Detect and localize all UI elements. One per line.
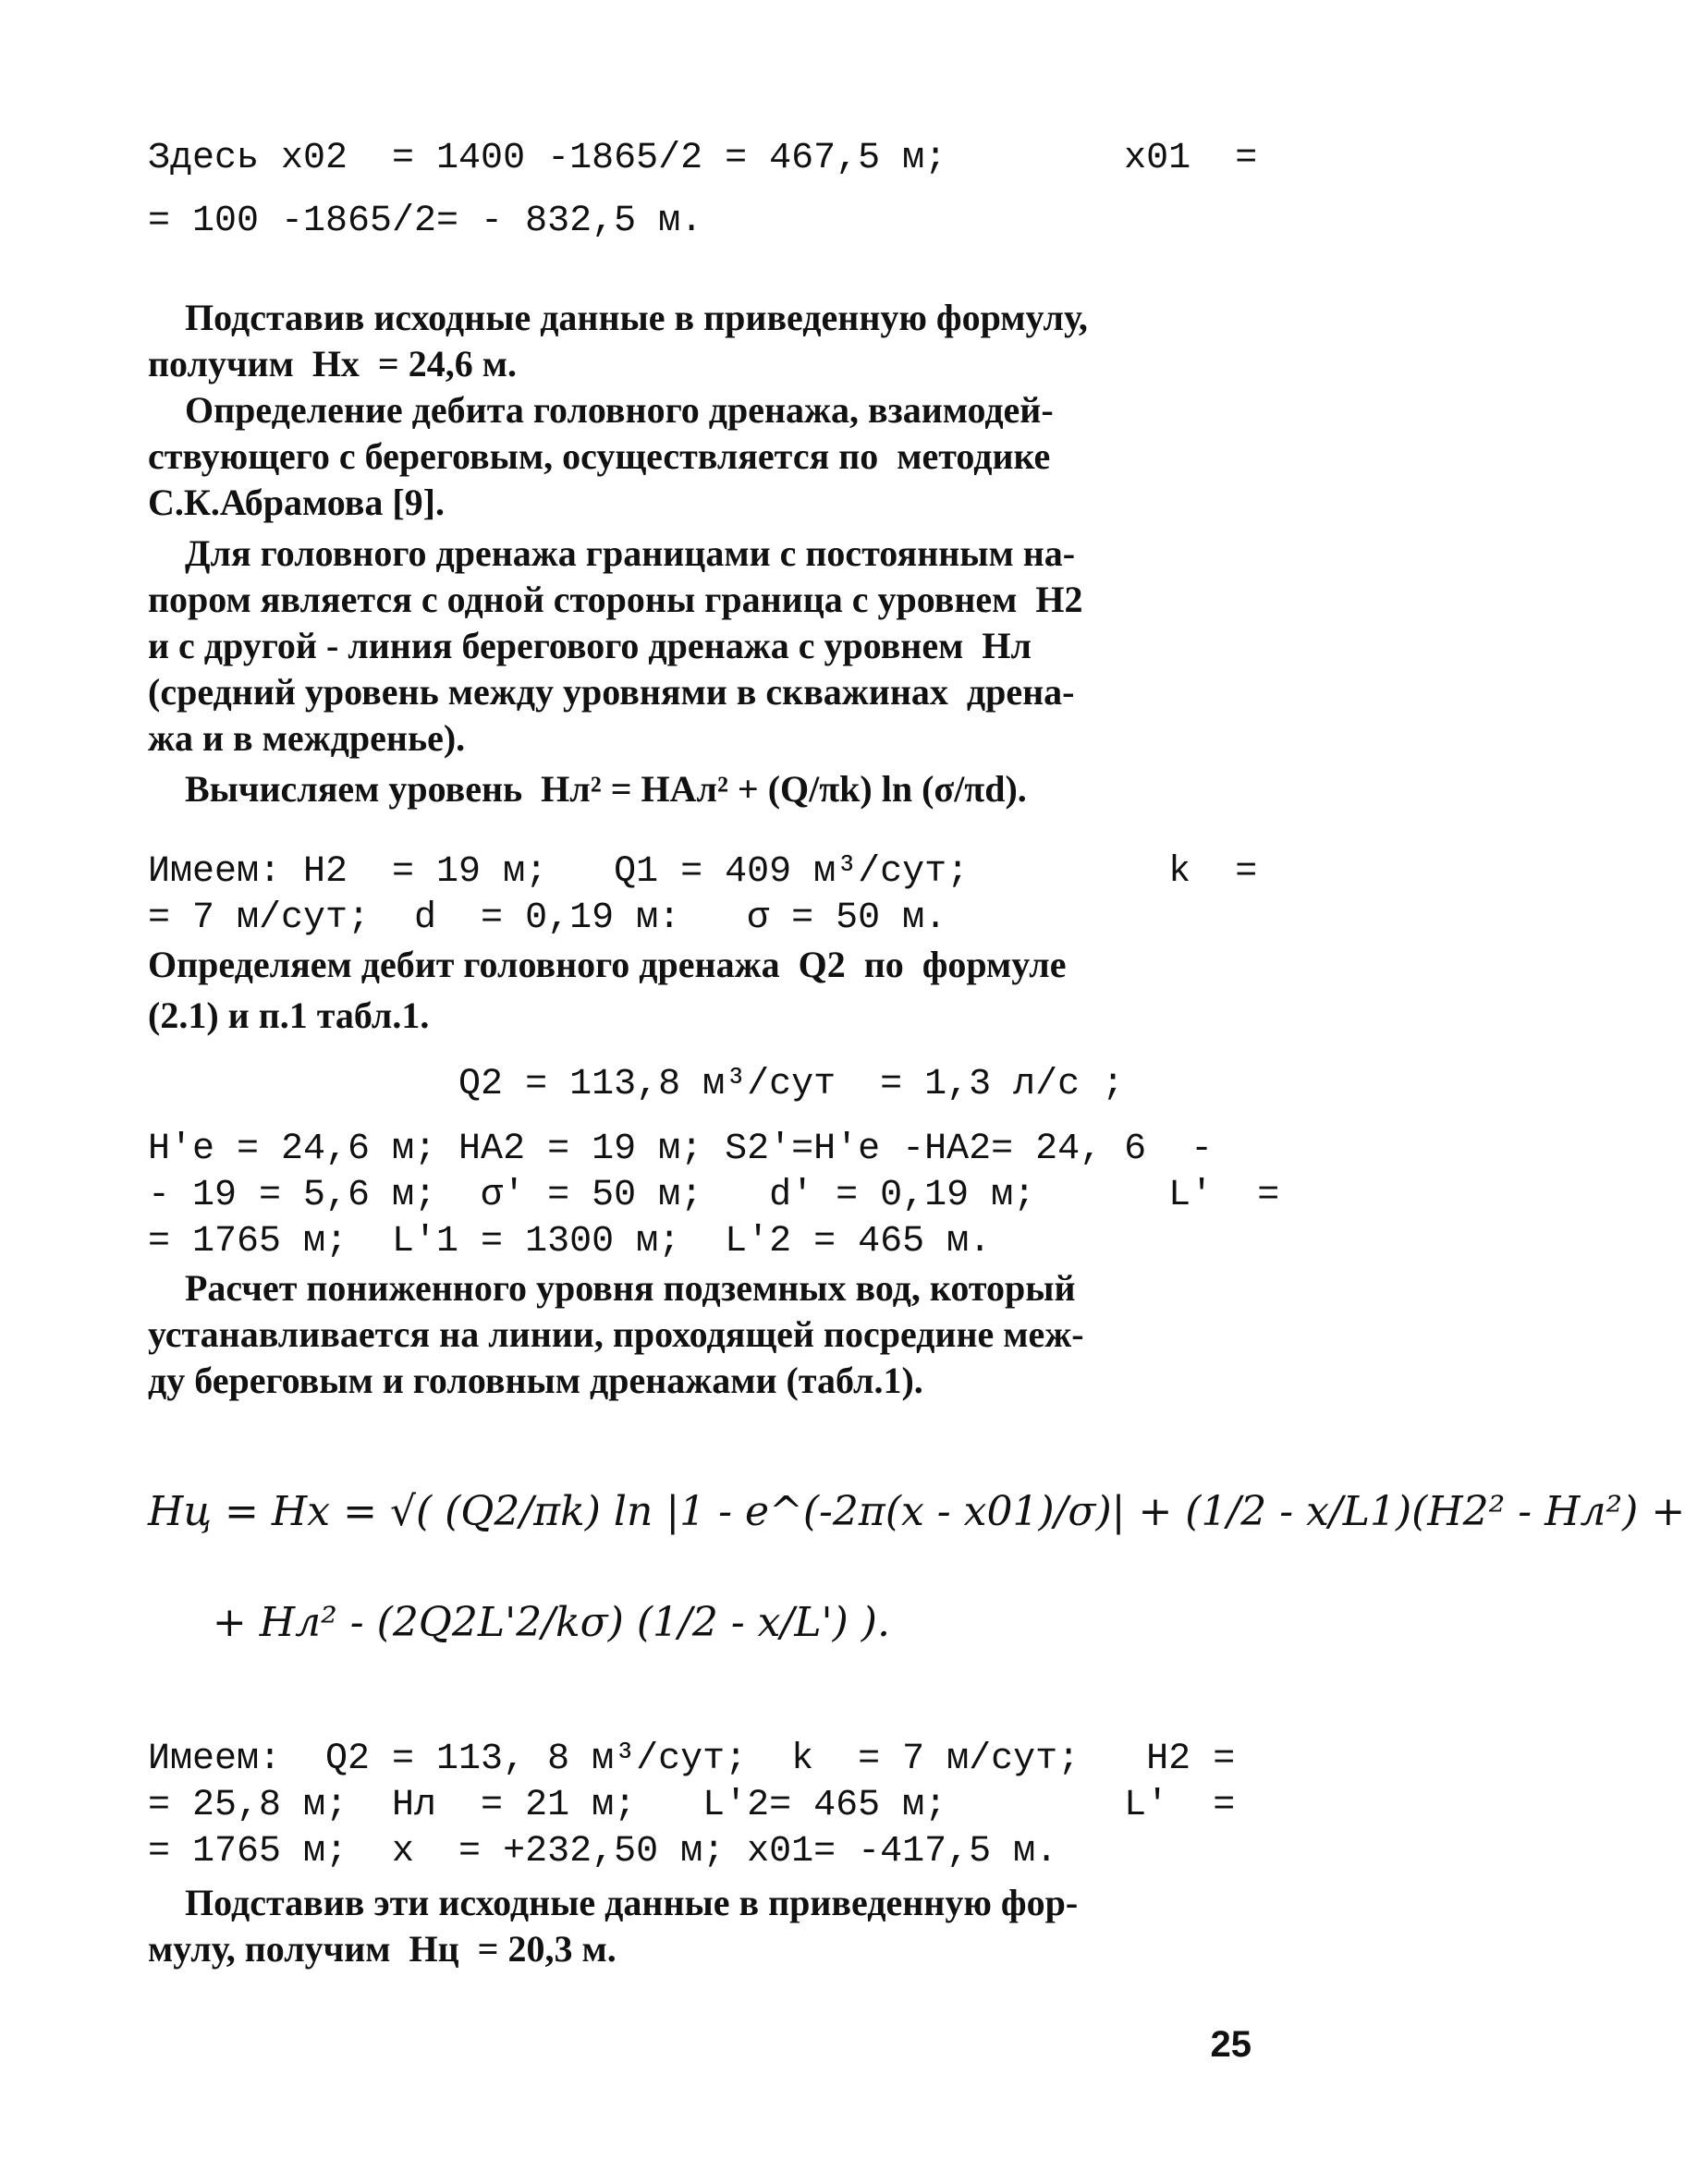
text-line: - 19 = 5,6 м; σ' = 50 м; d' = 0,19 м; L' = bbox=[148, 1175, 1280, 1216]
formula-row-2: + Hл² - (2Q2L'2/kσ) (1/2 - x/L') ). bbox=[148, 1599, 890, 1646]
text-line: пором является с одной стороны граница с уровнем H2 bbox=[148, 579, 1083, 620]
text-line: Определение дебита головного дренажа, взаимодей- bbox=[148, 389, 1054, 431]
text-line: ду береговым и головным дренажами (табл.1). bbox=[148, 1360, 923, 1401]
text-line: Имеем: H2 = 19 м; Q1 = 409 м³/сут; k = bbox=[148, 851, 1258, 893]
text-line: Имеем: Q2 = 113, 8 м³/сут; k = 7 м/сут; H2 = bbox=[148, 1739, 1236, 1780]
text-line: H'e = 24,6 м; HА2 = 19 м; S2'=H'e -HА2= 24, 6 - bbox=[148, 1129, 1214, 1170]
text-line: Вычисляем уровень Hл² = HАл² + (Q/πk) ln (σ/πd). bbox=[148, 768, 1027, 810]
formula-row-1: Hц = Hx = √( (Q2/πk) ln |1 - e^(-2π(x - x01)/σ)| + (1/2 - x/L1)(H2² - Hл²) + bbox=[148, 1488, 1685, 1535]
text-line: = 1765 м; L'1 = 1300 м; L'2 = 465 м. bbox=[148, 1221, 992, 1263]
text-line: С.К.Абрамова [9]. bbox=[148, 482, 445, 523]
text-line: Подставив эти исходные данные в приведенную фор- bbox=[148, 1882, 1079, 1923]
text-line: = 1765 м; x = +232,50 м; x01= -417,5 м. bbox=[148, 1831, 1058, 1873]
text-line: Определяем дебит головного дренажа Q2 по формуле bbox=[148, 944, 1067, 985]
text-line: жа и в междренье). bbox=[148, 717, 466, 759]
text-line: мулу, получим Hц = 20,3 м. bbox=[148, 1928, 617, 1970]
text-line: = 25,8 м; Hл = 21 м; L'2= 465 м; L' = bbox=[148, 1785, 1236, 1826]
text-line: (средний уровень между уровнями в скважинах дрена- bbox=[148, 671, 1075, 713]
page-number: 25 bbox=[1210, 2024, 1252, 2065]
text-line: = 100 -1865/2= - 832,5 м. bbox=[148, 201, 703, 242]
text-line: получим Hx = 24,6 м. bbox=[148, 343, 517, 384]
text-line: Q2 = 113,8 м³/сут = 1,3 л/с ; bbox=[148, 1064, 1125, 1105]
text-line: Здесь x02 = 1400 -1865/2 = 467,5 м; x01 = bbox=[148, 138, 1258, 179]
text-line: Подставив исходные данные в приведенную формулу, bbox=[148, 297, 1088, 338]
text-line: ствующего с береговым, осуществляется по методике bbox=[148, 435, 1051, 477]
text-line: и с другой - линия берегового дренажа с уровнем Hл bbox=[148, 625, 1032, 666]
text-line: (2.1) и п.1 табл.1. bbox=[148, 994, 430, 1036]
text-line: = 7 м/сут; d = 0,19 м: σ = 50 м. bbox=[148, 897, 947, 939]
text-line: Для головного дренажа границами с постоянным на- bbox=[148, 532, 1076, 574]
text-line: устанавливается на линии, проходящей посредине меж- bbox=[148, 1313, 1084, 1355]
text-line: Расчет пониженного уровня подземных вод, который bbox=[148, 1267, 1076, 1309]
